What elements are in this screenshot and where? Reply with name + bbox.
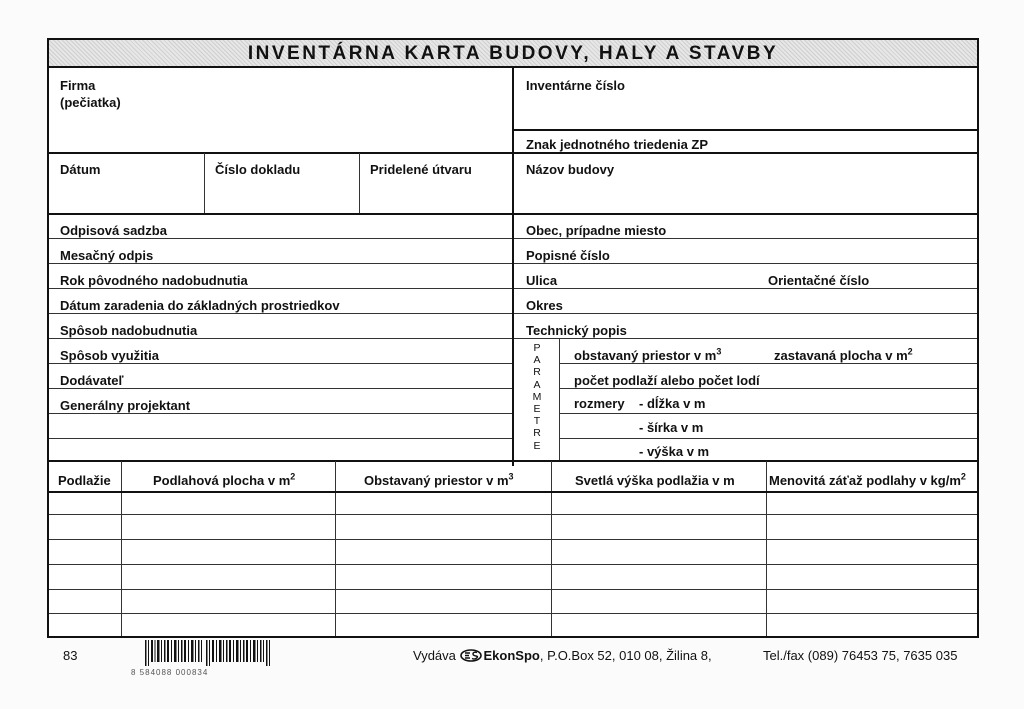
ulica-label: Ulica <box>526 273 558 288</box>
footer <box>0 638 1024 709</box>
param-row-line <box>560 438 977 439</box>
inventory-card <box>47 38 979 638</box>
th-obstavany-priestor: Obstavaný priestor v $m^3$ <box>364 471 514 488</box>
table-row-line <box>49 514 977 515</box>
table-row-line <box>49 613 977 614</box>
left-row-line <box>49 388 512 389</box>
parametre-vertical-label: P A R A M E T R E <box>532 342 542 452</box>
th-menovita-zataz: Menovitá záťaž podlahy v $kg/m^2$ <box>769 471 966 488</box>
right-row-line <box>514 238 977 239</box>
publisher-phone: Tel./fax (089) 76453 75, 7635 035 <box>763 648 958 663</box>
datum-label: Dátum <box>60 162 101 177</box>
dlzka-label: - dĺžka v m <box>639 396 706 411</box>
param-row-line <box>560 388 977 389</box>
param-row-line <box>560 363 977 364</box>
ekonspo-logo-icon <box>460 649 482 662</box>
sirka-label: - šírka v m <box>639 420 704 435</box>
znak-label: Znak jednotného triedenia ZP <box>526 137 709 152</box>
table-col-line <box>121 461 122 636</box>
table-row-line <box>49 539 977 540</box>
table-top-line <box>49 460 977 462</box>
sposob-nadobudnutia-label: Spôsob nadobudnutia <box>60 323 198 338</box>
mesacny-odpis-label: Mesačný odpis <box>60 248 154 263</box>
left-row-line <box>49 313 512 314</box>
th-podlazie: Podlažie <box>58 473 111 488</box>
table-col-line <box>551 461 552 636</box>
generalny-projektant-label: Generálny projektant <box>60 398 191 413</box>
left-row-line <box>49 438 512 439</box>
th-svetla-vyska: Svetlá výška podlažia v m <box>575 473 735 488</box>
publisher-address: , P.O.Box 52, 010 08, Žilina 8, <box>539 648 712 663</box>
cislo-dokladu-label: Číslo dokladu <box>215 162 301 177</box>
divider-cislo <box>204 153 205 213</box>
left-row-line <box>49 338 512 339</box>
param-row-line <box>560 413 977 414</box>
rok-nadobudnutia-label: Rok pôvodného nadobudnutia <box>60 273 248 288</box>
divider-utvaru <box>359 153 360 213</box>
orientacne-cislo-label: Orientačné číslo <box>768 273 870 288</box>
table-header-line <box>49 491 977 493</box>
form-number: 83 <box>63 648 78 663</box>
divider-znak <box>514 129 977 131</box>
zastavana-plocha-label: zastavaná plocha v $m^2$ <box>774 346 913 363</box>
sposob-vyuzitia-label: Spôsob využitia <box>60 348 159 363</box>
nazov-budovy-label: Názov budovy <box>526 162 615 177</box>
rozmery-label: rozmery <box>574 396 625 411</box>
right-row-line <box>514 338 977 339</box>
parametre-divider <box>559 339 560 460</box>
brand-name: EkonSpo <box>483 648 540 663</box>
divider-middle <box>49 213 977 215</box>
dodavatel-label: Dodávateľ <box>60 373 124 388</box>
left-row-line <box>49 238 512 239</box>
barcode-icon <box>145 640 271 666</box>
vydava-label: Vydáva <box>413 648 456 663</box>
right-row-line <box>514 288 977 289</box>
right-row-line <box>514 313 977 314</box>
table-row-line <box>49 564 977 565</box>
right-row-line <box>514 263 977 264</box>
peciatka-label: (pečiatka) <box>60 95 121 110</box>
okres-label: Okres <box>526 298 563 313</box>
obstavany-priestor-label: obstavaný priestor v $m^3$ <box>574 346 722 363</box>
left-row-line <box>49 263 512 264</box>
center-divider <box>512 68 514 466</box>
barcode-number: 8 584088 000834 <box>131 668 209 677</box>
popisne-cislo-label: Popisné číslo <box>526 248 610 263</box>
left-row-line <box>49 363 512 364</box>
datum-zaradenia-label: Dátum zaradenia do základných prostriedkov <box>60 298 340 313</box>
technicky-popis-label: Technický popis <box>526 323 627 338</box>
card-title: INVENTÁRNA KARTA BUDOVY, HALY A STAVBY <box>49 40 977 68</box>
table-col-line <box>766 461 767 636</box>
table-row-line <box>49 589 977 590</box>
th-podlahova-plocha: Podlahová plocha v $m^2$ <box>153 471 296 488</box>
obec-label: Obec, prípadne miesto <box>526 223 667 238</box>
inventarne-cislo-label: Inventárne číslo <box>526 78 625 93</box>
left-row-line <box>49 288 512 289</box>
vyska-label: - výška v m <box>639 444 710 459</box>
firma-label: Firma <box>60 78 96 93</box>
pridelene-utvaru-label: Pridelené útvaru <box>370 162 472 177</box>
divider-datum <box>49 152 977 154</box>
publisher-line <box>413 648 712 664</box>
table-col-line <box>335 461 336 636</box>
left-row-line <box>49 413 512 414</box>
pocet-podlazi-label: počet podlaží alebo počet lodí <box>574 373 760 388</box>
odpisova-sadzba-label: Odpisová sadzba <box>60 223 167 238</box>
